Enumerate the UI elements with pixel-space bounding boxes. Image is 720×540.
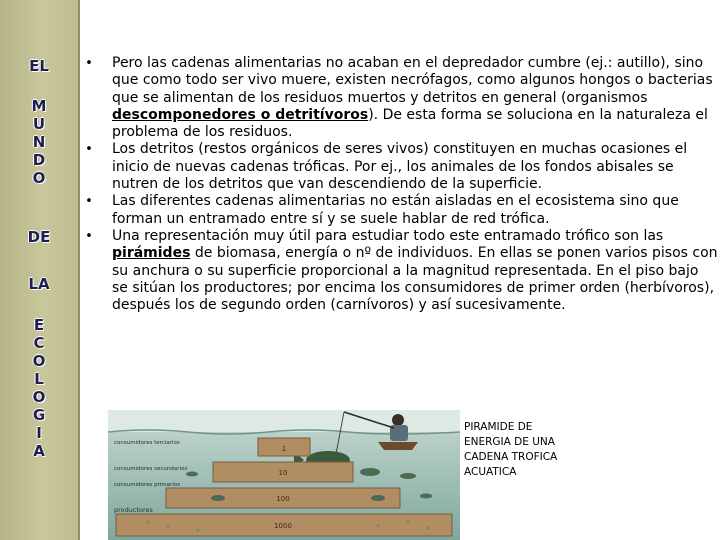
pyramid-value: 1000	[274, 522, 292, 530]
caption-line: CADENA TROFICA	[464, 451, 558, 463]
pyramid-value: 100	[276, 495, 290, 503]
sidebar-word-el: EL	[29, 57, 49, 75]
sidebar-letter: O	[32, 388, 46, 406]
bullet-text: Una representación muy útil para estudiar todo este entramado trófico son las	[112, 227, 664, 244]
bullet-item	[84, 141, 718, 193]
bullet-emphasis: descomponedores o detritívoros	[112, 106, 369, 123]
caption-line: PIRAMIDE DE	[464, 421, 533, 433]
sidebar-word-mundo	[0, 97, 78, 187]
pyramid-label: productores	[114, 506, 153, 514]
bullet-item	[84, 193, 718, 228]
energy-pyramid-image	[108, 410, 460, 540]
energy-pyramid-illustration	[108, 410, 460, 540]
bullet-icon: •	[85, 194, 93, 210]
bullet-icon: •	[85, 56, 93, 71]
sidebar-letter: I	[36, 424, 42, 442]
sidebar-letter: N	[32, 133, 46, 151]
bullet-emphasis: pirámides	[112, 245, 191, 262]
pyramid-label: consumidores terciarios	[114, 440, 180, 446]
pyramid-value: 1	[281, 445, 287, 453]
bullet-item	[84, 55, 718, 141]
sidebar-letter: U	[32, 115, 46, 133]
bullet-text: de biomasa, energía o nº de individuos. En ellas se ponen varios pisos con su anchura o su superficie proporcional a la magnitud representada. En el piso bajo se sitúan los productores; por encima los consumidores de primer orden (herbívoros), después los de segundo orden (carnívoros) y así sucesivamente.	[112, 245, 718, 314]
caption-line: ACUATICA	[464, 466, 517, 478]
bullet-text: Pero las cadenas alimentarias no acaban en el depredador cumbre (ej.: autillo), sino que como todo ser vivo muere, existen necrófagos, como algunos hongos o bacterias que se alimentan de los residuos muertos y detritos en general (organismos	[112, 55, 713, 106]
sidebar-letter: O	[32, 352, 46, 370]
sidebar-letter: E	[33, 316, 45, 334]
pyramid-label: consumidores secundarios	[114, 466, 188, 472]
bullet-icon: •	[85, 142, 93, 158]
bullet-text: Los detritos (restos orgánicos de seres vivos) constituyen en muchas ocasiones el inicio de nuevas cadenas tróficas. Por ej., los animales de los fondos abisales se nutren de los detritos que van descendiendo de la superficie.	[112, 141, 688, 193]
bullet-list	[84, 55, 718, 314]
sidebar-word-la: LA	[28, 275, 50, 293]
bullet-text: ). De esta forma se soluciona en la naturaleza el problema de los residuos.	[112, 106, 708, 141]
sidebar-divider	[78, 0, 80, 540]
caption-line: ENERGIA DE UNA	[464, 436, 555, 448]
sidebar-letter: O	[32, 169, 46, 187]
bullet-item	[84, 228, 718, 314]
sidebar-letter: L	[34, 370, 44, 388]
figure-caption	[464, 420, 584, 480]
sidebar-word-ecologia	[0, 316, 78, 460]
pyramid-value: 10	[278, 469, 288, 477]
bullet-icon: •	[85, 228, 93, 244]
sidebar-letter: G	[32, 406, 46, 424]
sidebar-letter: M	[31, 97, 47, 115]
bullet-text: Las diferentes cadenas alimentarias no están aisladas en el ecosistema sino que forman un entramado entre sí y se suele hablar de red trófica.	[112, 193, 679, 227]
sidebar-letter: A	[33, 442, 45, 460]
sidebar-word-de: DE	[27, 228, 51, 246]
sidebar-letter: D	[32, 151, 46, 169]
sidebar-letter: C	[33, 334, 45, 352]
pyramid-label: consumidores primarios	[114, 482, 181, 488]
